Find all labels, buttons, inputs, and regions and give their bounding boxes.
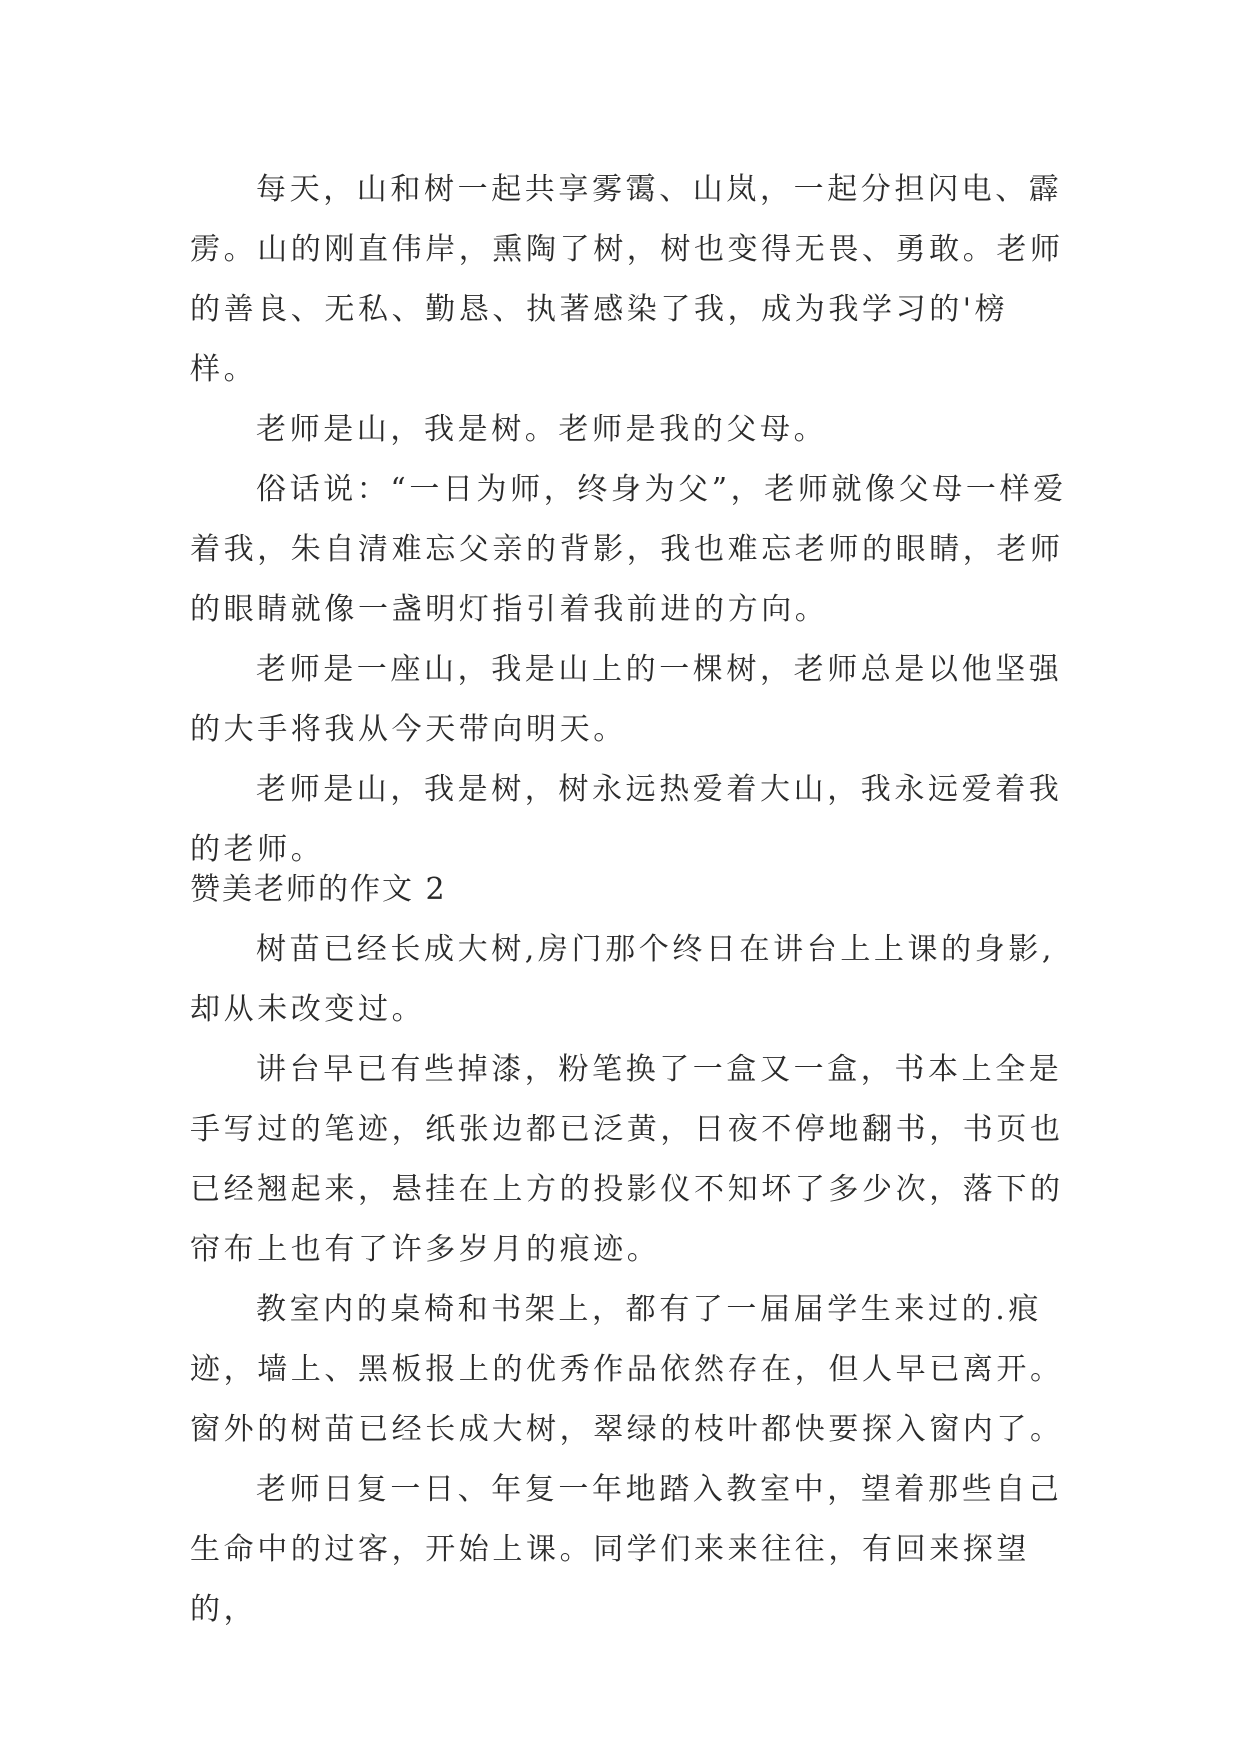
paragraph-mountain-and-tree: 每天，山和树一起共享雾霭、山岚，一起分担闪电、霹雳。山的刚直伟岸，熏陶了树，树也变得无畏、勇敢。老师的善良、无私、勤恳、执著感染了我，成为我学习的'榜样。 [190, 172, 1064, 387]
paragraph-classroom-traces: 教室内的桌椅和书架上，都有了一届届学生来过的.痕迹，墙上、黑板报上的优秀作品依然存在，但人早已离开。窗外的树苗已经长成大树，翠绿的枝叶都快要探入窗内了。 [190, 1292, 1064, 1447]
paragraph-proverb: 俗话说：“一日为师，终身为父”，老师就像父母一样爱着我，朱自清难忘父亲的背影，我也难忘老师的眼睛，老师的眼睛就像一盏明灯指引着我前进的方向。 [190, 472, 1067, 627]
paragraph-saplings-grown: 树苗已经长成大树,房门那个终日在讲台上上课的身影,却从未改变过。 [190, 932, 1056, 1027]
paragraph-teacher-is-mountain: 老师是山，我是树。老师是我的父母。 [256, 412, 828, 447]
section-2-heading: 赞美老师的作文 2 [190, 872, 447, 907]
section-1-body [190, 160, 1070, 880]
paragraph-love-teacher: 老师是山，我是树，树永远热爱着大山，我永远爱着我的老师。 [190, 772, 1063, 867]
section-2 [190, 860, 1070, 1640]
paragraph-teacher-strong-hand: 老师是一座山，我是山上的一棵树，老师总是以他坚强的大手将我从今天带向明天。 [190, 652, 1063, 747]
paragraph-day-after-day: 老师日复一日、年复一年地踏入教室中，望着那些自己生命中的过客，开始上课。同学们来来往往，有回来探望的， [190, 1472, 1063, 1627]
paragraph-podium-worn: 讲台早已有些掉漆，粉笔换了一盒又一盒，书本上全是手写过的笔迹，纸张边都已泛黄，日夜不停地翻书，书页也已经翘起来，悬挂在上方的投影仪不知坏了多少次，落下的帘布上也有了许多岁月的痕迹。 [190, 1052, 1064, 1267]
